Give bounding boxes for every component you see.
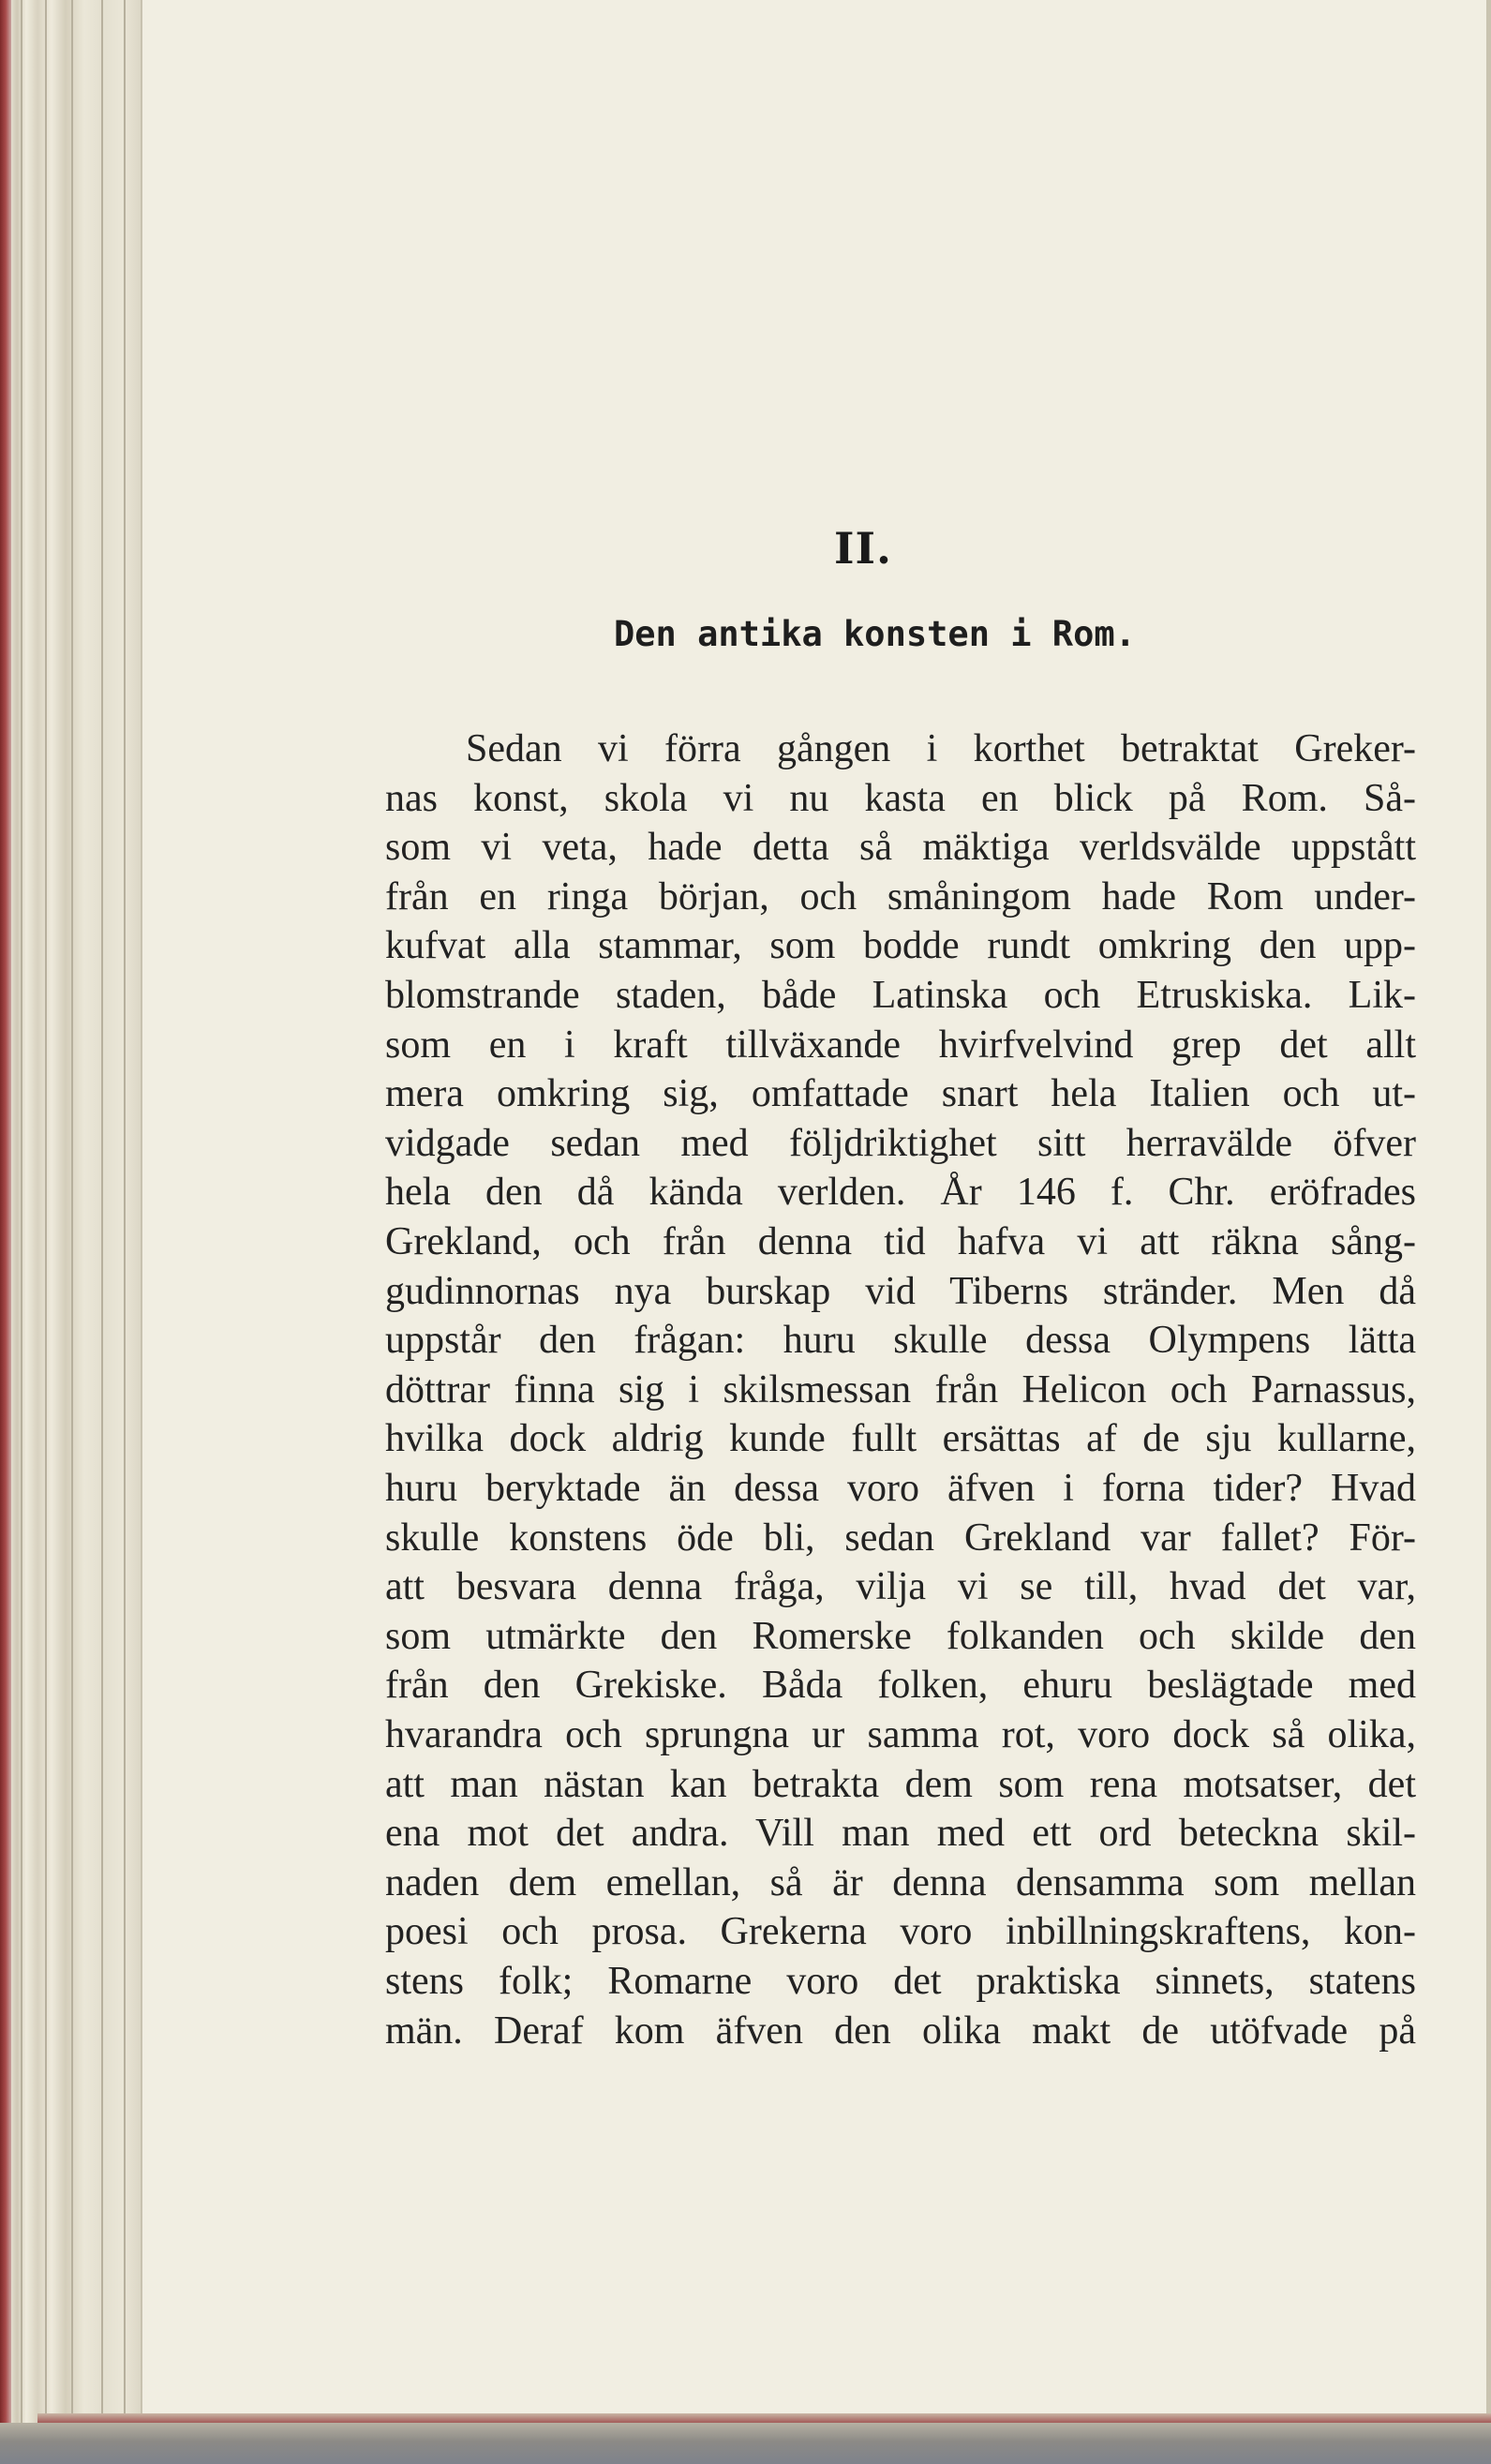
- text-line: huru beryktade än dessa voro äfven i forna tider? Hvad: [385, 1467, 1416, 1510]
- chapter-number: II.: [834, 523, 893, 574]
- book-spine: [0, 0, 11, 2464]
- text-line: döttrar finna sig i skilsmessan från Helicon och Parnassus,: [385, 1367, 1416, 1411]
- text-line: kufvat alla stammar, som bodde rundt omkring den upp-: [385, 924, 1416, 968]
- page-edge-line: [45, 0, 47, 2437]
- scan-bottom-border: [0, 2423, 1491, 2464]
- text-line: Grekland, och från denna tid hafva vi att räkna sång-: [385, 1220, 1416, 1263]
- text-line: som utmärkte den Romerske folkanden och skilde den: [385, 1614, 1416, 1658]
- page-edge-line: [21, 0, 22, 2437]
- book-page: [141, 0, 1491, 2427]
- text-line: att man nästan kan betrakta dem som rena motsatser, det: [385, 1762, 1416, 1806]
- text-line: som en i kraft tillväxande hvirfvelvind grep det allt: [385, 1023, 1416, 1067]
- text-line: skulle konstens öde bli, sedan Grekland var fallet? För-: [385, 1516, 1416, 1560]
- text-line: från den Grekiske. Båda folken, ehuru beslägtade med: [385, 1664, 1416, 1708]
- text-line: mera omkring sig, omfattade snart hela Italien och ut-: [385, 1072, 1416, 1116]
- text-line: män. Deraf kom äfven den olika makt de utöfvade på: [385, 2009, 1416, 2053]
- text-line: poesi och prosa. Grekerna voro inbillningskraftens, kon-: [385, 1910, 1416, 1954]
- text-line: som vi veta, hade detta så mäktiga verldsvälde uppstått: [385, 826, 1416, 870]
- chapter-title: Den antika konsten i Rom.: [614, 614, 1136, 654]
- text-line: att besvara denna fråga, vilja vi se till, hvad det var,: [385, 1565, 1416, 1609]
- text-line: stens folk; Romarne voro det praktiska sinnets, statens: [385, 1960, 1416, 2003]
- text-line: uppstår den frågan: huru skulle dessa Olympens lätta: [385, 1319, 1416, 1363]
- page-edge-line: [71, 0, 73, 2437]
- text-line: blomstrande staden, både Latinska och Etruskiska. Lik-: [385, 974, 1416, 1017]
- text-line: hvarandra och sprungna ur samma rot, voro dock så olika,: [385, 1713, 1416, 1756]
- text-line: hela den då kända verlden. År 146 f. Chr. eröfrades: [385, 1171, 1416, 1215]
- text-line: gudinnornas nya burskap vid Tiberns stränder. Men då: [385, 1269, 1416, 1313]
- page-edge-line: [101, 0, 103, 2437]
- text-line: ena mot det andra. Vill man med ett ord beteckna skil-: [385, 1812, 1416, 1856]
- page-right-edge: [1486, 0, 1491, 2427]
- text-line: vidgade sedan med följdriktighet sitt herravälde öfver: [385, 1121, 1416, 1165]
- text-line: Sedan vi förra gången i korthet betraktat Greker-: [466, 727, 1416, 770]
- text-line: naden dem emellan, så är denna densamma som mellan: [385, 1860, 1416, 1904]
- text-line: från en ringa början, och småningom hade Rom under-: [385, 874, 1416, 918]
- page-edge-line: [124, 0, 126, 2437]
- text-line: hvilka dock aldrig kunde fullt ersättas af de sju kullarne,: [385, 1417, 1416, 1461]
- text-line: nas konst, skola vi nu kasta en blick på Rom. Så-: [385, 776, 1416, 820]
